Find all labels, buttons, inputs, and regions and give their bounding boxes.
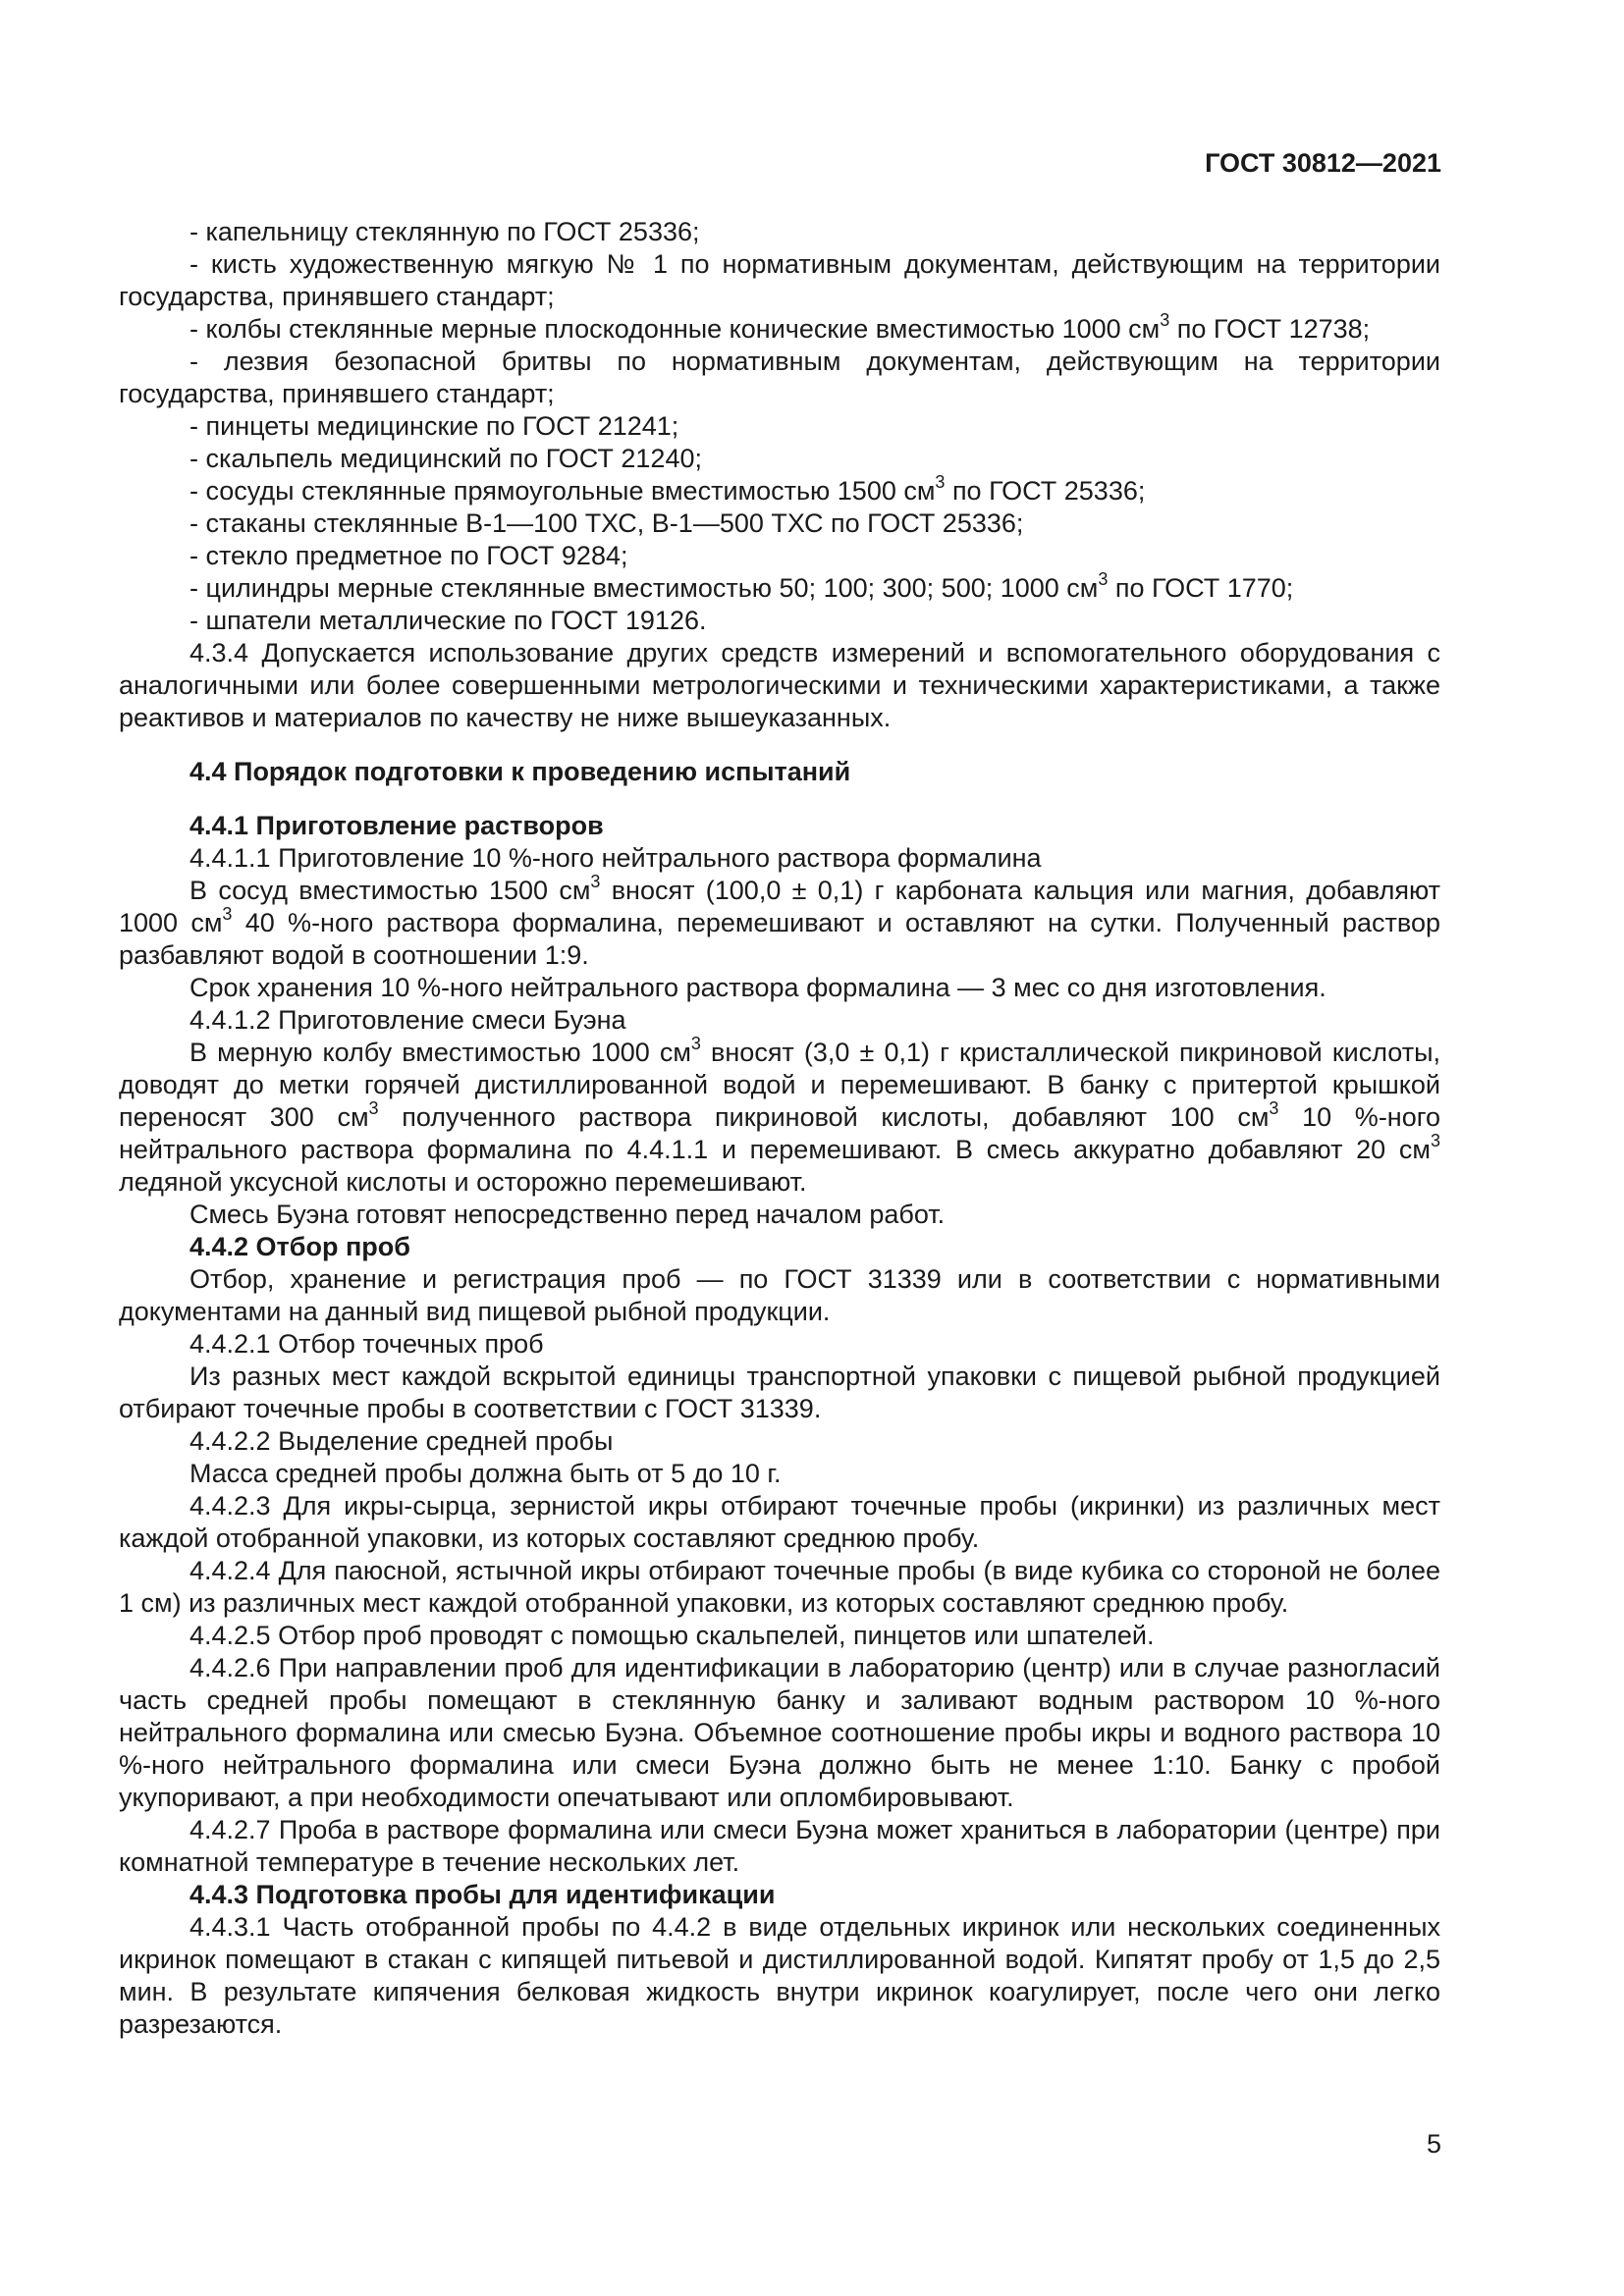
paragraph-4-3-4: 4.3.4 Допускается использование других средств измерений и вспомогательного оборудования с аналогичными или более совершенными метрологическими и техническими характеристиками, а также реактивов и материалов по качеству не ниже вышеуказанных. — [119, 638, 1440, 732]
list-item: - кисть художественную мягкую № 1 по нормативным документам, действующим на территории государства, принявшего стандарт; — [119, 249, 1440, 311]
paragraph-4-4-1-2: В мерную колбу вместимостью 1000 $см^3$ вносят (3,0 ± 0,1) г кристаллической пикриновой кислоты, доводят до метки горячей дистиллированной водой и перемешивают. В банку с притертой крышкой переносят 300 $см^3$ полученного раствора пикриновой кислоты, добавляют 100 $см^3$ 10 %-ного нейтрального раствора формалина по 4.4.1.1 и перемешивают. В смесь аккуратно добавляют 20 $см^3$ ледяной уксусной кислоты и осторожно перемешивают. — [119, 1034, 1441, 1197]
paragraph-title: 4.4.2.1 Отбор точечных проб — [189, 1329, 544, 1359]
paragraph-4-4-1-1: В сосуд вместимостью 1500 $см^3$ вносят (100,0 ± 0,1) г карбоната кальция или магния, добавляют 1000 $см^3$ 40 %-ного раствора формалина, перемешивают и оставляют на сутки. Полученный раствор разбавляют водой в соотношении 1:9. — [119, 872, 1440, 970]
paragraph: 4.4.2.7 Проба в растворе формалина или смеси Буэна может храниться в лаборатории (центре) при комнатной температуре в течение нескольких лет. — [119, 1815, 1440, 1877]
list-item: - сосуды стеклянные прямоугольные вместимостью 1500 $см^3$ по ГОСТ 25336; — [189, 472, 1146, 506]
paragraph: 4.4.2.5 Отбор проб проводят с помощью скальпелей, пинцетов или шпателей. — [189, 1621, 1155, 1650]
paragraph: Отбор, хранение и регистрация проб — по ГОСТ 31339 или в соответствии с нормативными документами на данный вид пищевой рыбной продукции. — [119, 1264, 1440, 1326]
list-item: - шпатели металлические по ГОСТ 19126. — [189, 606, 707, 635]
paragraph-title: 4.4.1.1 Приготовление 10 %-ного нейтрального раствора формалина — [189, 843, 1042, 873]
page-number: 5 — [1426, 2129, 1441, 2159]
paragraph: 4.4.3.1 Часть отобранной пробы по 4.4.2 в виде отдельных икринок или нескольких соединенных икринок помещают в стакан с кипящей питьевой и дистиллированной водой. Кипятят пробу от 1,5 до 2,5 мин. В результате кипячения белковая жидкость внутри икринок коагулирует, после чего они легко разрезаются. — [119, 1912, 1440, 2039]
paragraph: Смесь Буэна готовят непосредственно перед началом работ. — [189, 1200, 946, 1229]
doc-header-id: ГОСТ 30812—2021 — [1205, 148, 1441, 178]
list-item: - скальпель медицинский по ГОСТ 21240; — [189, 444, 702, 473]
section-heading-4-4-3: 4.4.3 Подготовка пробы для идентификации — [189, 1880, 776, 1909]
paragraph-title: 4.4.2.2 Выделение средней пробы — [189, 1426, 614, 1456]
document-body — [119, 216, 1440, 2041]
paragraph: 4.4.2.3 Для икры-сырца, зернистой икры отбирают точечные пробы (икринки) из различных мест каждой отобранной упаковки, из которых составляют среднюю пробу. — [119, 1491, 1440, 1553]
list-item: - пинцеты медицинские по ГОСТ 21241; — [189, 411, 679, 441]
list-item: - стекло предметное по ГОСТ 9284; — [189, 541, 628, 570]
list-item: - стаканы стеклянные В-1—100 ТХС, В-1—500 ТХС по ГОСТ 25336; — [189, 508, 1024, 538]
paragraph: 4.4.2.4 Для паюсной, ястычной икры отбирают точечные пробы (в виде кубика со стороной не более 1 см) из различных мест каждой отобранной упаковки, из которых составляют среднюю пробу. — [119, 1556, 1440, 1618]
paragraph: Срок хранения 10 %-ного нейтрального раствора формалина — 3 мес со дня изготовления. — [189, 973, 1326, 1002]
list-item: - капельницу стеклянную по ГОСТ 25336; — [189, 217, 700, 246]
paragraph: 4.4.2.6 При направлении проб для идентификации в лабораторию (центр) или в случае разногласий часть средней пробы помещают в стеклянную банку и заливают водным раствором 10 %-ного нейтрального формалина или смесью Буэна. Объемное соотношение пробы икры и водного раствора 10 %-ного нейтрального формалина или смеси Буэна должно быть не менее 1:10. Банку с пробой укупоривают, а при необходимости опечатывают или опломбировывают. — [119, 1653, 1440, 1812]
paragraph: Масса средней пробы должна быть от 5 до 10 г. — [189, 1459, 782, 1488]
section-heading-4-4: 4.4 Порядок подготовки к проведению испытаний — [189, 757, 851, 786]
section-heading-4-4-2: 4.4.2 Отбор проб — [189, 1232, 410, 1261]
section-heading-4-4-1: 4.4.1 Приготовление растворов — [189, 811, 604, 840]
list-item: - колбы стеклянные мерные плоскодонные конические вместимостью 1000 $см^3$ по ГОСТ 12738; — [189, 310, 1371, 344]
list-item: - лезвия безопасной бритвы по нормативным документам, действующим на территории государства, принявшего стандарт; — [119, 347, 1440, 408]
paragraph: Из разных мест каждой вскрытой единицы транспортной упаковки с пищевой рыбной продукцией отбирают точечные пробы в соответствии с ГОСТ 31339. — [119, 1362, 1440, 1423]
list-item: - цилиндры мерные стеклянные вместимостью 50; 100; 300; 500; 1000 $см^3$ по ГОСТ 1770; — [189, 569, 1294, 603]
paragraph-title: 4.4.1.2 Приготовление смеси Буэна — [189, 1005, 626, 1035]
